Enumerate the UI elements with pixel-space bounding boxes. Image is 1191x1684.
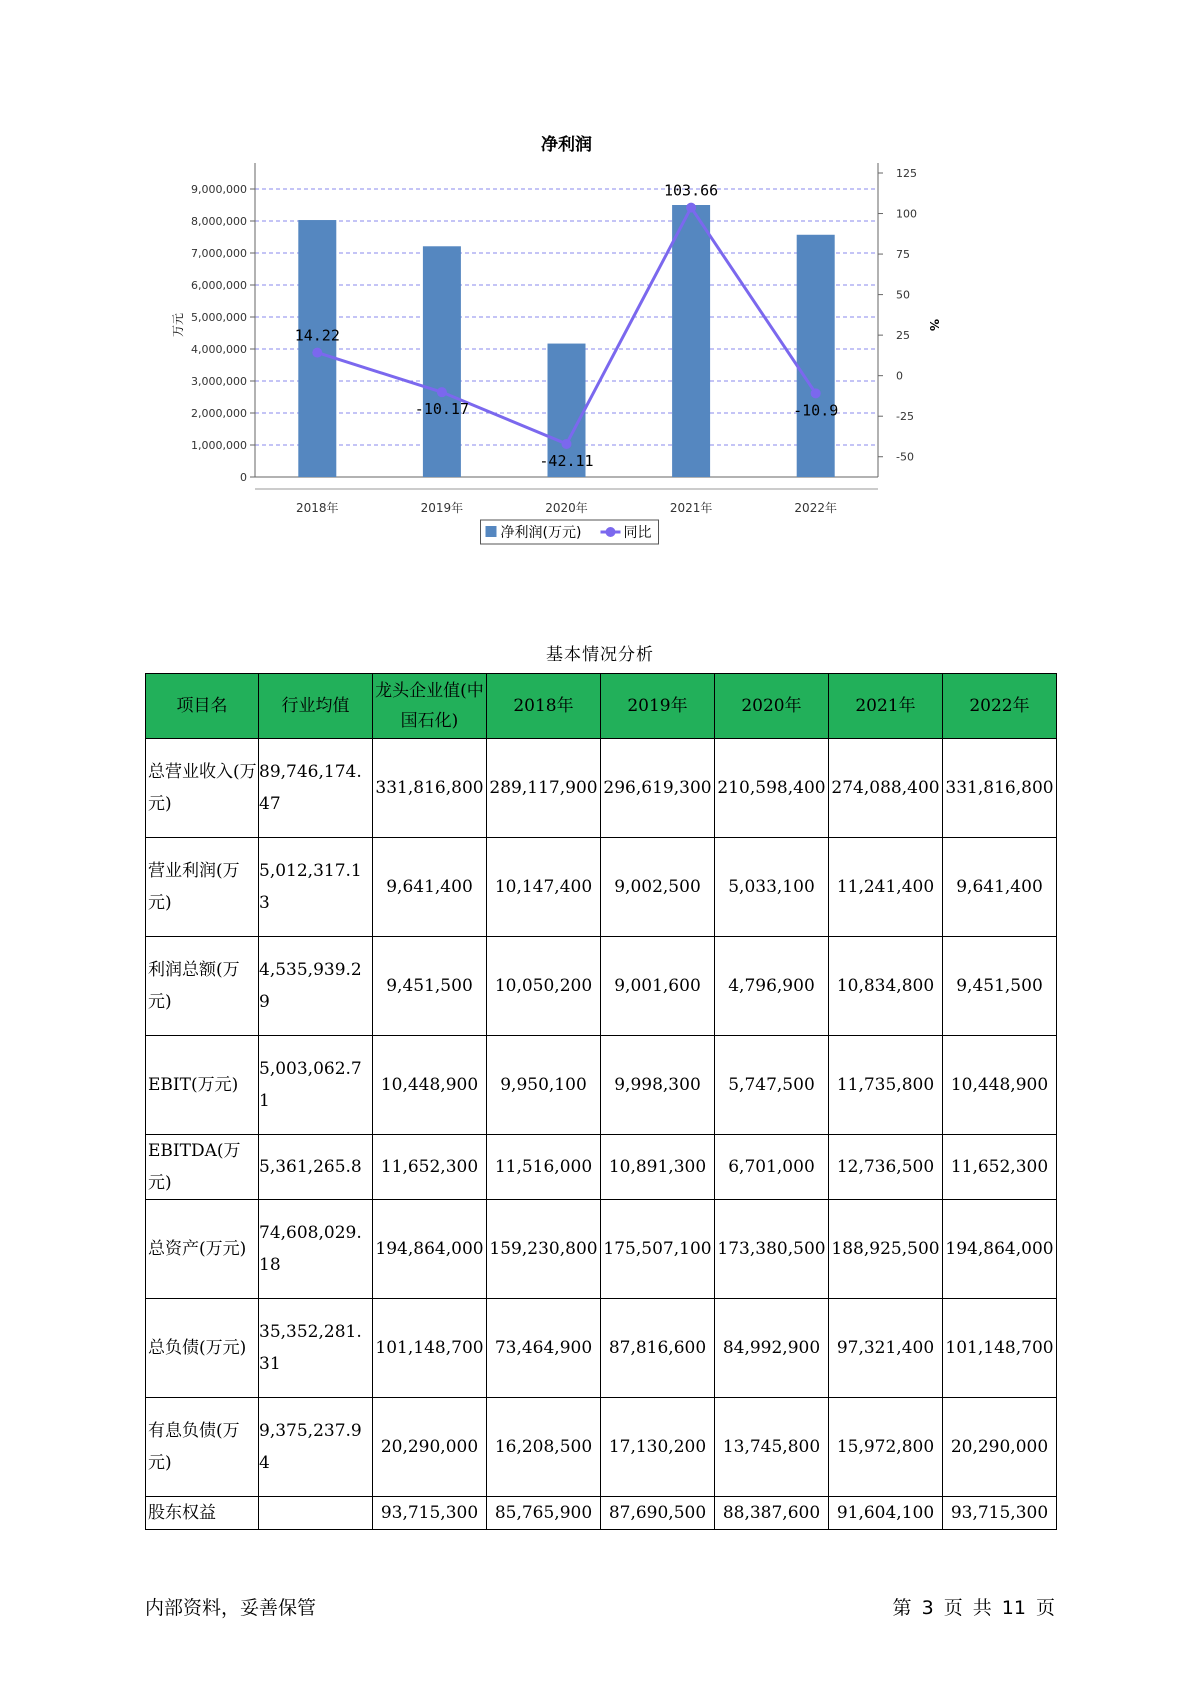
table-row — [146, 739, 1057, 838]
table-cell: 4,535,939.29 — [259, 937, 373, 1036]
y-tick-label: 2,000,000 — [191, 407, 247, 420]
table-cell: 16,208,500 — [487, 1398, 601, 1497]
table-cell: 5,003,062.71 — [259, 1036, 373, 1135]
table-cell: 11,652,300 — [943, 1135, 1057, 1200]
table-cell: 12,736,500 — [829, 1135, 943, 1200]
y2-tick-label: 75 — [896, 248, 910, 262]
table-cell: 10,448,900 — [373, 1036, 487, 1135]
table-cell: 210,598,400 — [715, 739, 829, 838]
y2-tick-label: 125 — [896, 167, 917, 180]
table-cell: 10,448,900 — [943, 1036, 1057, 1135]
yoy-point — [686, 203, 696, 213]
y-tick-label: 0 — [240, 471, 247, 484]
table-cell: 5,012,317.13 — [259, 838, 373, 937]
row-label-cell: 总营业收入(万元) — [146, 739, 259, 838]
table-cell: 89,746,174.47 — [259, 739, 373, 838]
table-cell: 9,001,600 — [601, 937, 715, 1036]
table-cell: 87,690,500 — [601, 1497, 715, 1530]
table-header-cell: 2020年 — [715, 674, 829, 739]
table-cell: 91,604,100 — [829, 1497, 943, 1530]
table-cell: 13,745,800 — [715, 1398, 829, 1497]
table-header-cell: 龙头企业值(中国石化) — [373, 674, 487, 739]
table-cell: 331,816,800 — [373, 739, 487, 838]
table-cell: 93,715,300 — [943, 1497, 1057, 1530]
table-row — [146, 1398, 1057, 1497]
y2-tick-label: 25 — [896, 329, 910, 343]
table-header-cell: 2021年 — [829, 674, 943, 739]
x-tick-label: 2020年 — [545, 501, 588, 515]
table-cell: 296,619,300 — [601, 739, 715, 838]
table-cell: 274,088,400 — [829, 739, 943, 838]
chart-title: 净利润 — [541, 135, 592, 155]
table-cell: 20,290,000 — [373, 1398, 487, 1497]
table-row — [146, 1036, 1057, 1135]
data-label: -10.9 — [793, 401, 839, 420]
y2-tick-label: -50 — [896, 450, 914, 464]
table-cell: 5,033,100 — [715, 838, 829, 937]
bar — [797, 235, 835, 477]
table-row — [146, 1497, 1057, 1530]
chart-svg — [170, 130, 1000, 600]
y-tick-label: 8,000,000 — [191, 215, 247, 228]
net-profit-chart — [170, 130, 1000, 600]
legend-line-label: 同比 — [623, 525, 652, 541]
table-cell — [259, 1497, 373, 1530]
x-tick-label: 2019年 — [420, 501, 464, 515]
table-cell: 15,972,800 — [829, 1398, 943, 1497]
y2-axis-label: % — [927, 318, 941, 332]
table-cell: 9,451,500 — [943, 937, 1057, 1036]
table-cell: 35,352,281.31 — [259, 1299, 373, 1398]
table-cell: 11,652,300 — [373, 1135, 487, 1200]
row-label-cell: EBIT(万元) — [146, 1036, 259, 1135]
table-header-cell: 2019年 — [601, 674, 715, 739]
y2-tick-label: 0 — [896, 369, 903, 383]
table-row — [146, 1135, 1057, 1200]
table-cell: 20,290,000 — [943, 1398, 1057, 1497]
row-label-cell: 有息负债(万元) — [146, 1398, 259, 1497]
table-cell: 5,361,265.8 — [259, 1135, 373, 1200]
x-tick-label: 2022年 — [794, 501, 837, 515]
table-cell: 6,701,000 — [715, 1135, 829, 1200]
y-tick-label: 5,000,000 — [191, 311, 247, 324]
table-cell: 10,050,200 — [487, 937, 601, 1036]
yoy-point — [811, 388, 821, 398]
legend-bar-swatch — [486, 526, 497, 537]
row-label-cell: 利润总额(万元) — [146, 937, 259, 1036]
table-cell: 331,816,800 — [943, 739, 1057, 838]
table-header-cell: 2022年 — [943, 674, 1057, 739]
table-cell: 9,641,400 — [373, 838, 487, 937]
footer-confidential-note: 内部资料，妥善保管 — [145, 1597, 317, 1619]
table-cell: 17,130,200 — [601, 1398, 715, 1497]
table-cell: 10,834,800 — [829, 937, 943, 1036]
table-header-cell: 2018年 — [487, 674, 601, 739]
table-cell: 175,507,100 — [601, 1200, 715, 1299]
table-cell: 97,321,400 — [829, 1299, 943, 1398]
row-label-cell: 总负债(万元) — [146, 1299, 259, 1398]
legend-bar-label: 净利润(万元) — [500, 525, 582, 541]
y2-tick-label: 50 — [896, 288, 910, 302]
table-cell: 194,864,000 — [943, 1200, 1057, 1299]
y-tick-label: 4,000,000 — [191, 343, 247, 356]
table-cell: 10,147,400 — [487, 838, 601, 937]
table-cell: 9,641,400 — [943, 838, 1057, 937]
table-cell: 188,925,500 — [829, 1200, 943, 1299]
table-row — [146, 838, 1057, 937]
x-tick-label: 2018年 — [296, 501, 339, 515]
y-tick-label: 7,000,000 — [191, 247, 247, 260]
table-cell: 4,796,900 — [715, 937, 829, 1036]
table-cell: 11,241,400 — [829, 838, 943, 937]
table-cell: 159,230,800 — [487, 1200, 601, 1299]
table-cell: 84,992,900 — [715, 1299, 829, 1398]
table-cell: 73,464,900 — [487, 1299, 601, 1398]
y-axis-label: 万元 — [171, 312, 185, 338]
data-label: 103.66 — [664, 181, 719, 200]
table-cell: 101,148,700 — [373, 1299, 487, 1398]
table-cell: 5,747,500 — [715, 1036, 829, 1135]
table-row — [146, 1299, 1057, 1398]
table-row — [146, 937, 1057, 1036]
data-label: -10.17 — [414, 400, 469, 419]
data-label: 14.22 — [294, 326, 340, 345]
table-row — [146, 1200, 1057, 1299]
y-tick-label: 6,000,000 — [191, 279, 247, 292]
row-label-cell: 营业利润(万元) — [146, 838, 259, 937]
yoy-point — [562, 439, 572, 449]
table-cell: 194,864,000 — [373, 1200, 487, 1299]
data-label: -42.11 — [539, 451, 594, 470]
bar — [672, 205, 710, 477]
table-cell: 9,451,500 — [373, 937, 487, 1036]
table-cell: 93,715,300 — [373, 1497, 487, 1530]
legend-line-marker — [606, 527, 616, 537]
table-cell: 101,148,700 — [943, 1299, 1057, 1398]
table-header-row — [146, 674, 1057, 739]
table-cell: 9,375,237.94 — [259, 1398, 373, 1497]
y2-tick-label: 100 — [896, 207, 917, 221]
table-cell: 11,735,800 — [829, 1036, 943, 1135]
yoy-point — [312, 348, 322, 358]
bar — [423, 246, 461, 477]
table-cell: 173,380,500 — [715, 1200, 829, 1299]
x-tick-label: 2021年 — [669, 501, 713, 515]
y-tick-label: 1,000,000 — [191, 439, 247, 452]
y-tick-label: 3,000,000 — [191, 375, 247, 388]
y-tick-label: 9,000,000 — [191, 183, 247, 196]
y2-tick-label: -25 — [896, 410, 914, 424]
table-caption: 基本情况分析 — [546, 645, 654, 665]
row-label-cell: EBITDA(万元) — [146, 1135, 259, 1200]
table-cell: 11,516,000 — [487, 1135, 601, 1200]
table-cell: 74,608,029.18 — [259, 1200, 373, 1299]
table-header-cell: 行业均值 — [259, 674, 373, 739]
table-cell: 85,765,900 — [487, 1497, 601, 1530]
row-label-cell: 总资产(万元) — [146, 1200, 259, 1299]
yoy-point — [437, 387, 447, 397]
table-cell: 9,998,300 — [601, 1036, 715, 1135]
row-label-cell: 股东权益 — [146, 1497, 259, 1530]
table-cell: 289,117,900 — [487, 739, 601, 838]
table-cell: 87,816,600 — [601, 1299, 715, 1398]
table-cell: 88,387,600 — [715, 1497, 829, 1530]
table-cell: 9,950,100 — [487, 1036, 601, 1135]
table-cell: 9,002,500 — [601, 838, 715, 937]
table-cell: 10,891,300 — [601, 1135, 715, 1200]
table-header-cell: 项目名 — [146, 674, 259, 739]
basic-analysis-table — [145, 673, 1057, 1530]
footer-page-number: 第 3 页 共 11 页 — [892, 1597, 1055, 1619]
